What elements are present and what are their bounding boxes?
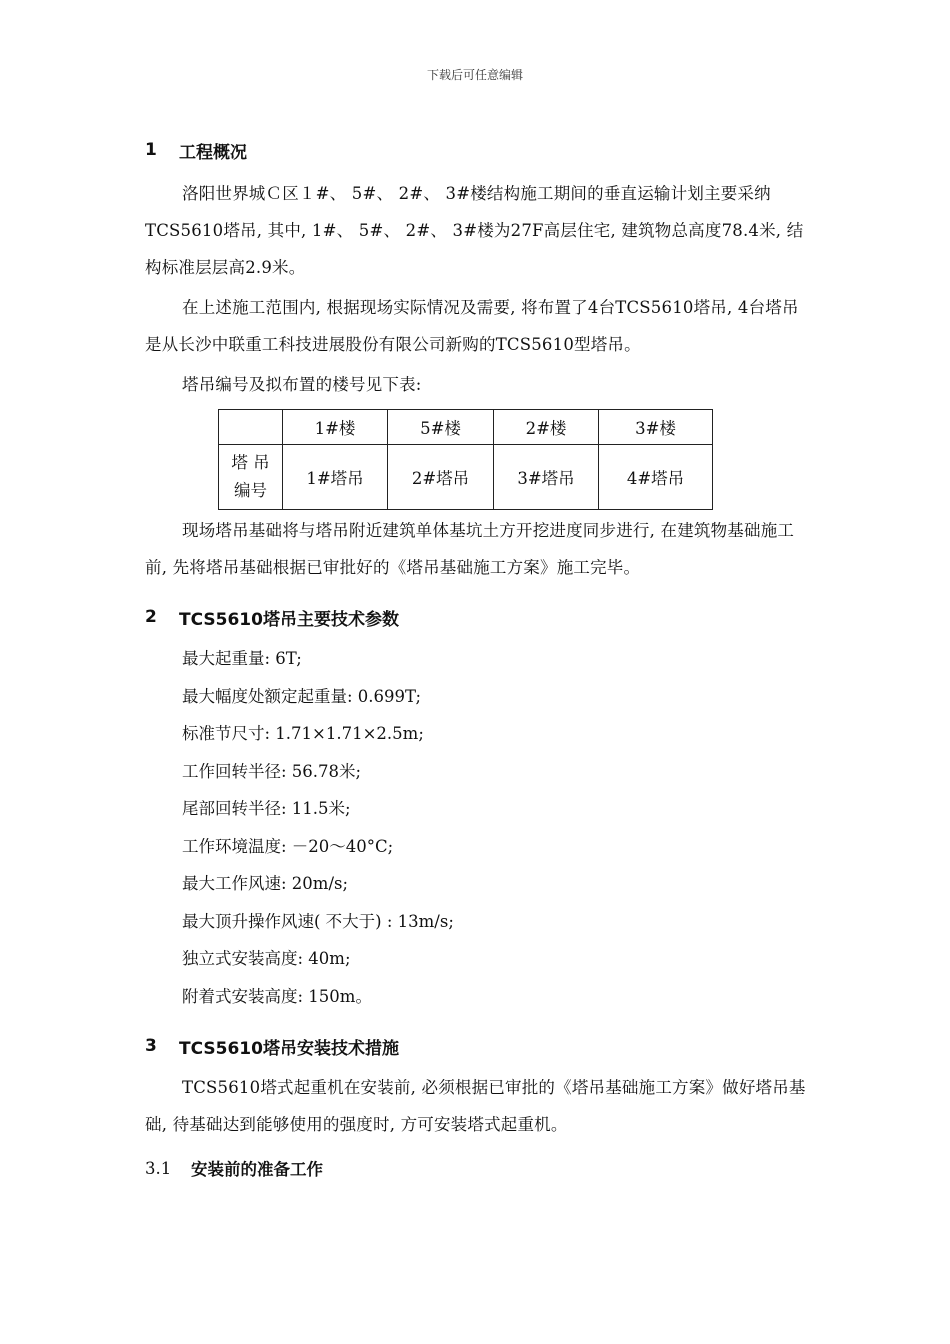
section-1-paragraph-1: 洛阳世界城Ｃ区１#、 5#、 2#、 3#楼结构施工期间的垂直运输计划主要采纳TCS5610塔吊, 其中, 1#、 5#、 2#、 3#楼为27F高层住宅, 建筑物总高度78.4米, 结构标准层层高2.9米。 (145, 184, 804, 277)
subsection-3-1-heading (145, 1155, 810, 1181)
table-header-cell: 1#楼 (283, 410, 388, 445)
section-3-title: TCS5610塔吊安装技术措施 (179, 1038, 399, 1059)
table-header-cell: 3#楼 (599, 410, 713, 445)
section-1-paragraph-3: 塔吊编号及拟布置的楼号见下表: (182, 375, 422, 394)
table-cell: 1#塔吊 (283, 445, 388, 510)
list-item: 工作环境温度: －20～40°C; (182, 836, 394, 856)
section-3-paragraph-1: TCS5610塔式起重机在安装前, 必须根据已审批的《塔吊基础施工方案》做好塔吊基础, 待基础达到能够使用的强度时, 方可安装塔式起重机。 (145, 1078, 806, 1134)
section-2-heading (145, 604, 810, 630)
section-1-paragraph-4: 现场塔吊基础将与塔吊附近建筑单体基坑土方开挖进度同步进行, 在建筑物基础施工前, 先将塔吊基础根据已审批好的《塔吊基础施工方案》施工完毕。 (145, 521, 795, 577)
list-item: 附着式安装高度: 150m。 (182, 986, 372, 1006)
subsection-3-1-number: 3.1 (145, 1158, 172, 1178)
page-header-note: 下载后可任意编辑 (426, 68, 523, 82)
document-body (145, 137, 810, 1181)
section-1-paragraph-2: 在上述施工范围内, 根据现场实际情况及需要, 将布置了4台TCS5610塔吊, 4台塔吊是从长沙中联重工科技进展股份有限公司新购的TCS5610型塔吊。 (145, 298, 799, 354)
section-1-number: 1 (145, 140, 157, 160)
row-label-line-2: 编号 (234, 481, 267, 500)
table-cell: 2#塔吊 (388, 445, 494, 510)
parameter-list (145, 640, 810, 1015)
table-header-cell: 5#楼 (388, 410, 494, 445)
list-item: 最大工作风速: 20m/s; (182, 874, 349, 893)
list-item: 最大幅度处额定起重量: 0.699T; (182, 686, 422, 706)
section-2-number: 2 (145, 607, 157, 627)
table-header-row (219, 410, 713, 445)
table-cell: 3#塔吊 (494, 445, 599, 510)
list-item: 最大顶升操作风速( 不大于) : 13m/s; (182, 911, 454, 931)
table-row (219, 445, 713, 510)
section-3-heading (145, 1033, 810, 1059)
table-row-label (219, 445, 283, 510)
list-item: 尾部回转半径: 11.5米; (182, 799, 351, 818)
section-1-heading (145, 137, 810, 163)
table-header-cell (219, 410, 283, 445)
list-item: 独立式安装高度: 40m; (182, 949, 351, 968)
section-2-title: TCS5610塔吊主要技术参数 (179, 609, 399, 630)
list-item: 最大起重量: 6T; (182, 649, 302, 668)
section-1-title: 工程概况 (179, 142, 247, 163)
list-item: 标准节尺寸: 1.71×1.71×2.5m; (182, 724, 424, 743)
subsection-3-1-title: 安装前的准备工作 (191, 1160, 323, 1179)
section-3-number: 3 (145, 1036, 157, 1056)
table-header-cell: 2#楼 (494, 410, 599, 445)
list-item: 工作回转半径: 56.78米; (182, 761, 362, 781)
tower-crane-table (218, 409, 713, 510)
row-label-line-1: 塔 吊 (231, 453, 270, 472)
table-cell: 4#塔吊 (599, 445, 713, 510)
